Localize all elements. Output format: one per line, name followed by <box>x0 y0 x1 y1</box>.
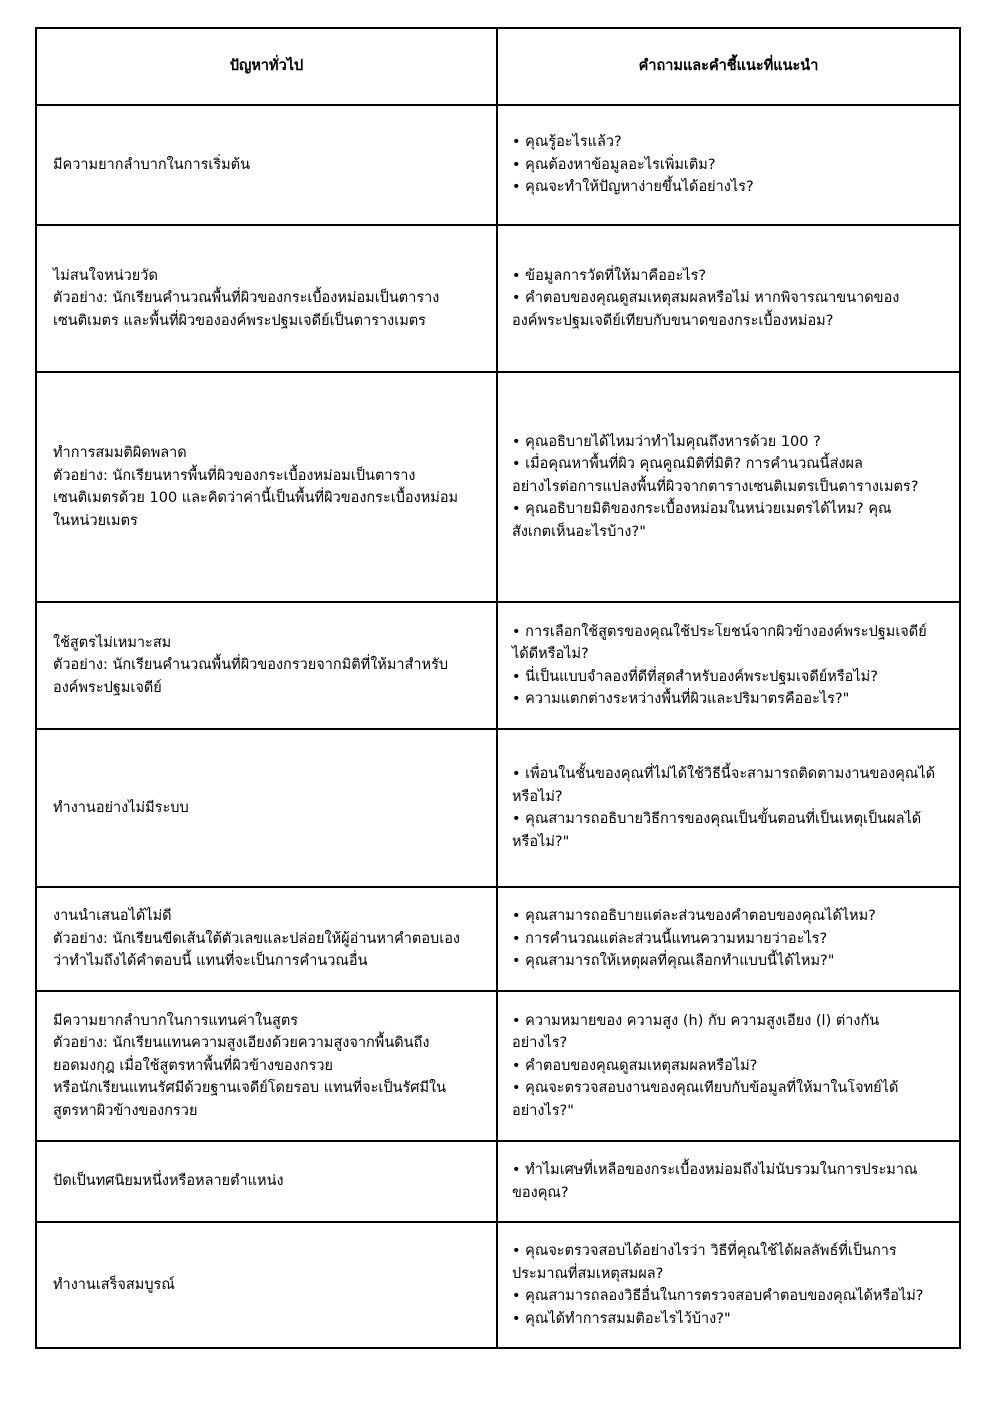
table-body <box>36 105 960 1348</box>
question-text-line: อย่างไร? <box>512 1035 568 1052</box>
questions-cell <box>497 105 960 225</box>
header-questions: คำถามและคำชี้แนะที่แนะนำ <box>497 28 960 105</box>
problem-cell <box>36 225 497 372</box>
table-row <box>36 225 960 372</box>
table-row <box>36 991 960 1141</box>
problem-text-line: ทำงานเสร็จสมบูรณ์ <box>53 1276 175 1293</box>
problem-text-line: ตัวอย่าง: นักเรียนคำนวณพื้นที่ผิวของกรวยจากมิติที่ให้มาสำหรับ <box>53 657 449 674</box>
question-text-line: • คุณสามารถอธิบายวิธีการของคุณเป็นขั้นตอนที่เป็นเหตุเป็นผลได้ <box>512 811 922 827</box>
problem-text-line: ตัวอย่าง: นักเรียนขีดเส้นใต้ตัวเลขและปล่อยให้ผู้อ่านหาคำตอบเอง <box>53 930 461 947</box>
question-text-line: อย่างไรต่อการแปลงพื้นที่ผิวจากตารางเซนติเมตรเป็นตารางเมตร? <box>512 478 919 495</box>
problem-text-line: ในหน่วยเมตร <box>53 512 138 529</box>
questions-cell <box>497 372 960 602</box>
questions-cell <box>497 1222 960 1348</box>
problem-text-line: ใช้สูตรไม่เหมาะสม <box>53 634 172 651</box>
problem-text-line: ปัดเป็นทศนิยมหนึ่งหรือหลายตำแหน่ง <box>53 1173 284 1190</box>
table-row <box>36 602 960 729</box>
questions-cell <box>497 991 960 1141</box>
question-text-line: • คุณจะทำให้ปัญหาง่ายขึ้นได้อย่างไร? <box>512 179 754 196</box>
question-text-line: • คำตอบของคุณดูสมเหตุสมผลหรือไม่? <box>512 1057 758 1074</box>
header-row <box>36 28 960 105</box>
problem-text-line: ไม่สนใจหน่วยวัด <box>53 267 158 284</box>
problem-text-line: ทำงานอย่างไม่มีระบบ <box>53 799 189 816</box>
question-text-line: ของคุณ? <box>512 1184 569 1201</box>
problem-text-line: มีความยากลำบากในการเริ่มต้น <box>53 156 251 173</box>
table-row <box>36 105 960 225</box>
problem-cell <box>36 602 497 729</box>
problem-text-line: ยอดมงกุฎ เมื่อใช้สูตรหาพื้นที่ผิวข้างของกรวย <box>53 1057 333 1074</box>
problem-cell <box>36 887 497 991</box>
question-text-line: • คุณสามารถให้เหตุผลที่คุณเลือกทำแบบนี้ได้ไหม?" <box>512 953 835 970</box>
question-text-line: • คุณสามารถลองวิธีอื่นในการตรวจสอบคำตอบของคุณได้หรือไม่? <box>512 1288 924 1304</box>
table-row <box>36 372 960 602</box>
question-text-line: ได้ดีหรือไม่? <box>512 646 589 662</box>
problem-text-line: เซนติเมตรด้วย 100 และคิดว่าค่านี้เป็นพื้นที่ผิวของกระเบื้องหม่อม <box>53 490 459 506</box>
question-text-line: • การเลือกใช้สูตรของคุณใช้ประโยชน์จากผิวข้างองค์พระปฐมเจดีย์ <box>512 623 927 640</box>
question-text-line: • คุณอธิบายมิติของกระเบื้องหม่อมในหน่วยเมตรได้ไหม? คุณ <box>512 501 892 518</box>
problem-cell <box>36 105 497 225</box>
question-text-line: • คำตอบของคุณดูสมเหตุสมผลหรือไม่ หากพิจารณาขนาดของ <box>512 290 900 307</box>
problem-text-line: ว่าทำไมถึงได้คำตอบนี้ แทนที่จะเป็นการคำนวณอื่น <box>53 953 368 970</box>
questions-cell <box>497 887 960 991</box>
question-text-line: • คุณจะตรวจสอบได้อย่างไรว่า วิธีที่คุณใช้ได้ผลลัพธ์ที่เป็นการ <box>512 1243 897 1259</box>
table-row <box>36 729 960 887</box>
questions-cell <box>497 1141 960 1222</box>
guidance-table <box>35 27 961 1349</box>
question-text-line: • ทำไมเศษที่เหลือของกระเบื้องหม่อมถึงไม่นับรวมในการประมาณ <box>512 1162 918 1178</box>
problem-cell <box>36 1222 497 1348</box>
question-text-line: • เมื่อคุณหาพื้นที่ผิว คุณคูณมิติที่มิติ? การคำนวณนี้ส่งผล <box>512 456 863 473</box>
questions-cell <box>497 602 960 729</box>
question-text-line: สังเกตเห็นอะไรบ้าง?" <box>512 523 646 540</box>
problem-text-line: มีความยากลำบากในการแทนค่าในสูตร <box>53 1012 299 1029</box>
question-text-line: • คุณอธิบายได้ไหมว่าทำไมคุณถึงหารด้วย 100 ? <box>512 433 821 450</box>
question-text-line: • นี่เป็นแบบจำลองที่ดีที่สุดสำหรับองค์พระปฐมเจดีย์หรือไม่? <box>512 668 878 685</box>
question-text-line: • คุณสามารถอธิบายแต่ละส่วนของคำตอบของคุณได้ไหม? <box>512 908 876 925</box>
question-text-line: องค์พระปฐมเจดีย์เทียบกับขนาดของกระเบื้องหม่อม? <box>512 312 834 329</box>
question-text-line: หรือไม่? <box>512 788 563 805</box>
question-text-line: • คุณจะตรวจสอบงานของคุณเทียบกับข้อมูลที่ให้มาในโจทย์ได้ <box>512 1080 899 1097</box>
problem-text-line: งานนำเสนอได้ไม่ดี <box>53 908 172 925</box>
question-text-line: • คุณได้ทำการสมมติอะไรไว้บ้าง?" <box>512 1310 731 1327</box>
problem-cell <box>36 372 497 602</box>
table-row <box>36 1222 960 1348</box>
question-text-line: • เพื่อนในชั้นของคุณที่ไม่ได้ใช้วิธีนี้จะสามารถติดตามงานของคุณได้ <box>512 766 936 782</box>
table-row <box>36 1141 960 1222</box>
problem-cell <box>36 1141 497 1222</box>
header-problem: ปัญหาทั่วไป <box>36 28 497 105</box>
problem-text-line: องค์พระปฐมเจดีย์ <box>53 679 162 696</box>
problem-text-line: สูตรหาผิวข้างของกรวย <box>53 1102 198 1119</box>
question-text-line: • ความแตกต่างระหว่างพื้นที่ผิวและปริมาตรคืออะไร?" <box>512 691 850 707</box>
question-text-line: • ข้อมูลการวัดที่ให้มาคืออะไร? <box>512 267 707 284</box>
problem-cell <box>36 729 497 887</box>
question-text-line: • คุณรู้อะไรแล้ว? <box>512 134 622 151</box>
questions-cell <box>497 225 960 372</box>
question-text-line: • คุณต้องหาข้อมูลอะไรเพิ่มเติม? <box>512 156 716 173</box>
problem-text-line: หรือนักเรียนแทนรัศมีด้วยฐานเจดีย์โดยรอบ แทนที่จะเป็นรัศมีใน <box>53 1080 447 1097</box>
questions-cell <box>497 729 960 887</box>
problem-text-line: ตัวอย่าง: นักเรียนคำนวณพื้นที่ผิวของกระเบื้องหม่อมเป็นตาราง <box>53 290 440 307</box>
problem-text-line: ตัวอย่าง: นักเรียนหารพื้นที่ผิวของกระเบื้องหม่อมเป็นตาราง <box>53 467 416 484</box>
question-text-line: • การคำนวณแต่ละส่วนนี้แทนความหมายว่าอะไร? <box>512 930 828 947</box>
table-row <box>36 887 960 991</box>
problem-text-line: ทำการสมมติผิดพลาด <box>53 445 187 461</box>
problem-text-line: เซนติเมตร และพื้นที่ผิวขององค์พระปฐมเจดีย์เป็นตารางเมตร <box>53 312 426 329</box>
problem-text-line: ตัวอย่าง: นักเรียนแทนความสูงเอียงด้วยความสูงจากพื้นดินถึง <box>53 1035 430 1052</box>
question-text-line: ประมาณที่สมเหตุสมผล? <box>512 1265 664 1282</box>
question-text-line: อย่างไร?" <box>512 1102 574 1119</box>
question-text-line: หรือไม่?" <box>512 833 570 850</box>
question-text-line: • ความหมายของ ความสูง (h) กับ ความสูงเอียง (l) ต่างกัน <box>512 1012 880 1029</box>
problem-cell <box>36 991 497 1141</box>
